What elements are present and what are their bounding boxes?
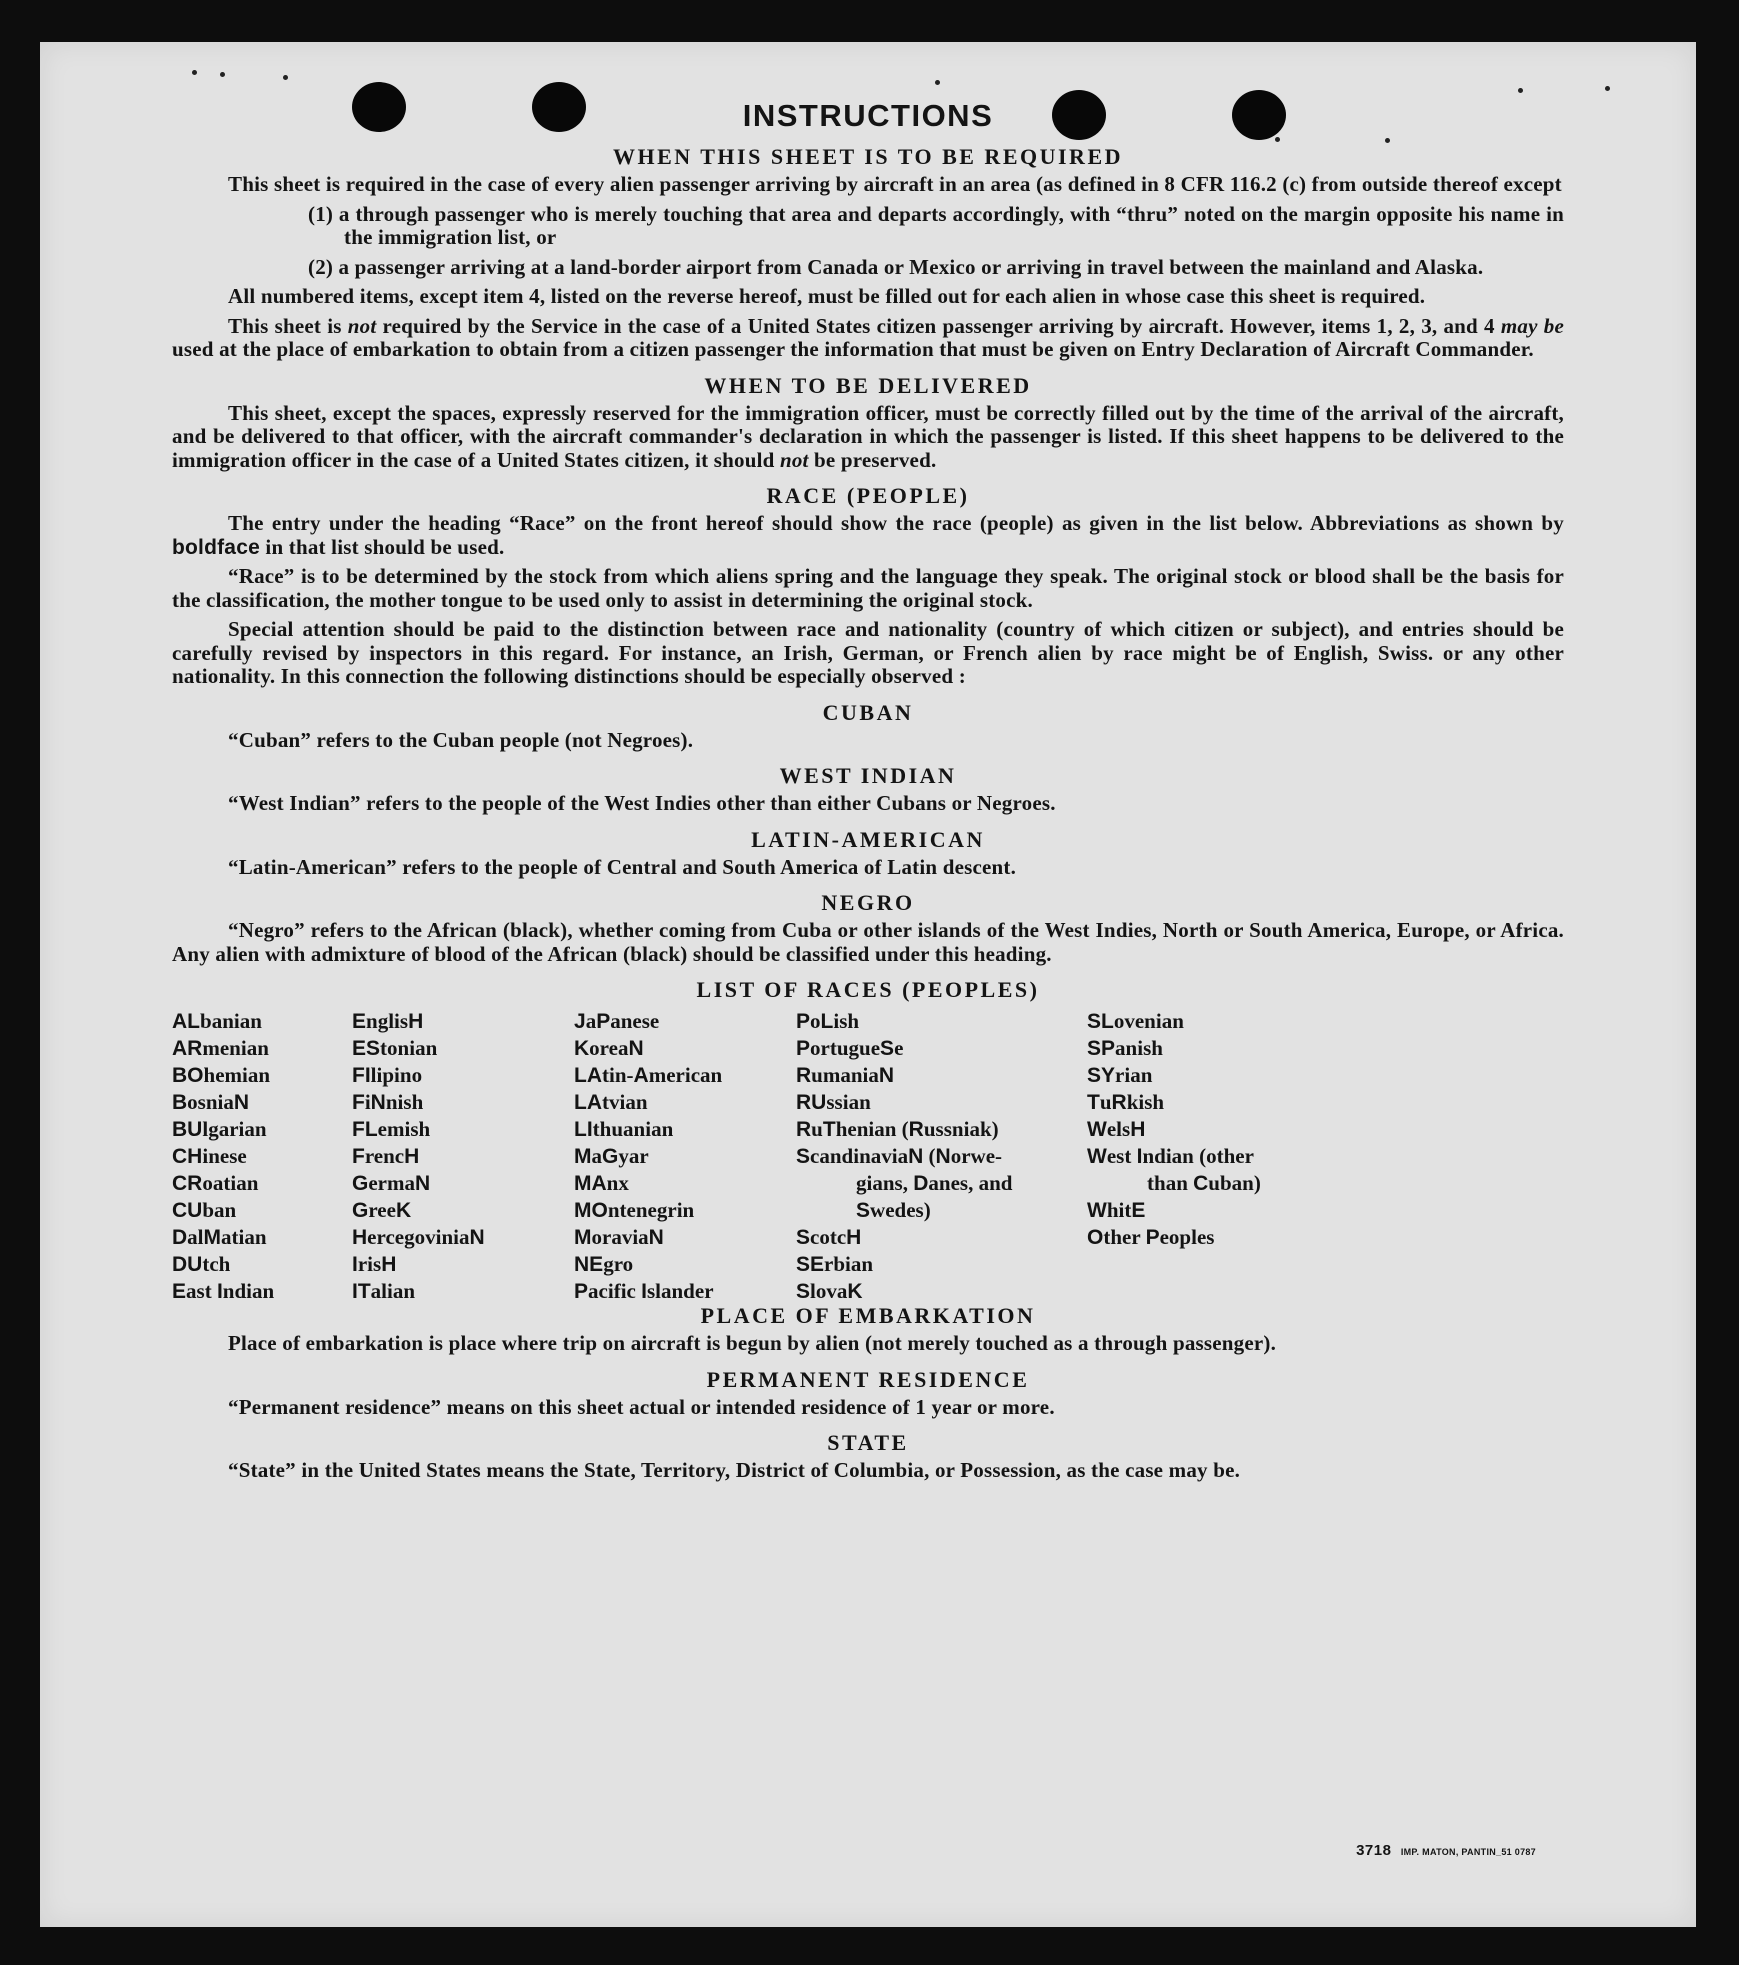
- paragraph: [172, 512, 1564, 559]
- definition-west-indian: “West Indian” refers to the people of the West Indies other than either Cubans or Negroes.: [228, 791, 1056, 815]
- emphasis: not: [347, 313, 377, 338]
- paragraph: All numbered items, except item 4, listed on the reverse hereof, must be filled out for each alien in whose case this sheet is required.: [228, 284, 1426, 308]
- race-entry: FLemish: [352, 1117, 431, 1141]
- heading-state: STATE: [827, 1430, 909, 1455]
- race-entry: ScandinaviaN (Norwe-: [796, 1144, 1003, 1168]
- race-entry: WelsH: [1087, 1117, 1146, 1141]
- race-entry: CUban: [172, 1198, 237, 1222]
- text-run: This sheet, except the spaces, expressly reserved for the immigration officer, must be correctly filled out by the time of the arrival of the aircraft, and be delivered to that officer, with the aircraft commander's declaration in which the passenger is listed. If this sheet happens to be delivered to the immigration officer in the case of a United States citizen, it should: [172, 400, 1564, 472]
- race-entry: GreeK: [352, 1198, 412, 1222]
- paragraph: “Race” is to be determined by the stock from which aliens spring and the language they speak. The original stock or blood shall be the basis for the classification, the mother tongue to be used only to assist in determining the original stock.: [172, 564, 1564, 612]
- race-entry: Other Peoples: [1087, 1225, 1215, 1249]
- heading-latin-american: LATIN-AMERICAN: [751, 826, 985, 852]
- paragraph: Special attention should be paid to the distinction between race and nationality (country of which citizen or subject), and entries should be carefully revised by inspectors in this regard. For instance, an Irish, German, or French alien by race might be of English, Swiss. or any other nationality. In this connection the following distinctions should be especially observed :: [172, 617, 1564, 688]
- race-entry: GermaN: [352, 1171, 431, 1195]
- heading-list-of-races: LIST OF RACES (PEOPLES): [696, 977, 1040, 1002]
- definition-cuban: “Cuban” refers to the Cuban people (not Negroes).: [228, 727, 694, 752]
- race-entry: PortugueSe: [796, 1036, 904, 1060]
- race-entry: East Indian: [172, 1279, 275, 1303]
- race-entry: SErbian: [796, 1252, 874, 1276]
- race-entry: CHinese: [172, 1144, 247, 1168]
- text-run: This sheet is: [228, 313, 348, 338]
- race-entry: IrisH: [352, 1252, 397, 1276]
- form-number: 3718: [1356, 1842, 1392, 1859]
- race-entry: EStonian: [352, 1036, 438, 1060]
- race-entry: ARmenian: [172, 1036, 269, 1060]
- race-entry: MoraviaN: [574, 1225, 664, 1249]
- race-entry: BUlgarian: [172, 1117, 267, 1141]
- race-entry: RumaniaN: [796, 1063, 895, 1087]
- heading-when-delivered: WHEN TO BE DELIVERED: [704, 372, 1032, 398]
- race-entry: ITalian: [352, 1279, 416, 1303]
- races-column: [796, 1008, 1012, 1305]
- race-entry: BOhemian: [172, 1063, 271, 1087]
- race-entry: HercegoviniaN: [352, 1225, 485, 1249]
- race-entry: CRoatian: [172, 1171, 259, 1195]
- heading-cuban: CUBAN: [822, 699, 914, 725]
- race-entry: Pacific Islander: [574, 1279, 714, 1303]
- text-run: The entry under the heading “Race” on the front hereof should show the race (people) as given in the list below. Abbreviations as shown by: [228, 511, 1564, 535]
- race-entry: KoreaN: [574, 1036, 644, 1060]
- paragraph: [172, 315, 1564, 362]
- race-entry: ALbanian: [172, 1009, 262, 1033]
- race-entry: FrencH: [352, 1144, 420, 1168]
- heading-west-indian: WEST INDIAN: [779, 763, 957, 788]
- text-run: required by the Service in the case of a United States citizen passenger arriving by aircraft. However, items 1, 2, 3, and 4: [376, 313, 1501, 338]
- races-column: [352, 1008, 485, 1305]
- speck: [1605, 86, 1610, 91]
- print-imprint: [1356, 1842, 1536, 1859]
- race-entry: SlovaK: [796, 1279, 863, 1303]
- race-entry: MOntenegrin: [574, 1198, 695, 1222]
- race-entry: WhitE: [1087, 1198, 1146, 1222]
- text-run: in that list should be used.: [259, 534, 505, 559]
- definition-state: “State” in the United States means the State, Territory, District of Columbia, or Possession, as the case may be.: [228, 1458, 1241, 1482]
- paragraph: This sheet is required in the case of every alien passenger arriving by aircraft in an area (as defined in 8 CFR 116.2 (c) from outside thereof except: [228, 172, 1562, 196]
- race-entry: PoLish: [796, 1009, 860, 1033]
- race-entry: LIthuanian: [574, 1117, 674, 1141]
- race-entry: DalMatian: [172, 1225, 267, 1249]
- race-entry: DUtch: [172, 1252, 231, 1276]
- race-entry: ScotcH: [796, 1225, 862, 1249]
- page-title: INSTRUCTIONS: [742, 98, 994, 133]
- race-entry: SYrian: [1087, 1063, 1153, 1087]
- definition-latin-american: “Latin-American” refers to the people of Central and South America of Latin descent.: [228, 854, 1017, 879]
- race-entry: MaGyar: [574, 1144, 649, 1168]
- race-entry: SPanish: [1087, 1036, 1163, 1060]
- races-column: [1087, 1008, 1261, 1251]
- speck: [1518, 88, 1523, 93]
- race-entry: FIlipino: [352, 1063, 423, 1087]
- race-entry: SLovenian: [1087, 1009, 1184, 1033]
- definition-residence: “Permanent residence” means on this sheet actual or intended residence of 1 year or more.: [228, 1394, 1055, 1419]
- exception-item-1: (1) a through passenger who is merely touching that area and departs accordingly, with “thru” noted on the margin opposite his name in the immigration list, or: [308, 201, 1564, 249]
- document-sheet: [40, 42, 1696, 1927]
- heading-race: RACE (PEOPLE): [766, 483, 970, 508]
- race-entry: RUssian: [796, 1090, 871, 1114]
- text-run: be preserved.: [808, 447, 937, 472]
- exception-item-2: (2) a passenger arriving at a land-border airport from Canada or Mexico or arriving in travel between the mainland and Alaska.: [308, 254, 1484, 279]
- races-column: [574, 1008, 722, 1305]
- race-entry: TuRkish: [1087, 1090, 1165, 1114]
- emphasis: not: [779, 447, 809, 472]
- race-entry: Swedes): [856, 1198, 931, 1222]
- text-run: used at the place of embarkation to obtain from a citizen passenger the information that must be given on Entry Declaration of Aircraft Commander.: [172, 337, 1534, 361]
- race-entry: West Indian (other: [1087, 1144, 1254, 1168]
- races-column: [172, 1008, 274, 1305]
- race-entry: LAtin-American: [574, 1063, 723, 1087]
- paragraph: [172, 402, 1564, 473]
- heading-permanent-residence: PERMANENT RESIDENCE: [706, 1366, 1030, 1392]
- heading-negro: NEGRO: [821, 890, 915, 915]
- speck: [192, 70, 197, 75]
- emphasis: may be: [1500, 313, 1564, 338]
- definition-embarkation: Place of embarkation is place where trip on aircraft is begun by alien (not merely touched as a through passenger).: [228, 1331, 1277, 1355]
- races-list: [172, 1008, 1564, 1303]
- definition-negro: “Negro” refers to the African (black), whether coming from Cuba or other islands of the West Indies, North or South America, Europe, or Africa. Any alien with admixture of blood of the African (black) should be classified under this heading.: [172, 918, 1564, 966]
- race-entry: LAtvian: [574, 1090, 648, 1114]
- speck: [220, 72, 225, 77]
- race-entry: gians, Danes, and: [856, 1171, 1013, 1195]
- race-entry: than Cuban): [1147, 1171, 1261, 1195]
- printer-name: IMP. MATON, PANTIN_51 0787: [1400, 1847, 1536, 1857]
- race-entry: RuThenian (Russniak): [796, 1117, 999, 1141]
- heading-when-required: WHEN THIS SHEET IS TO BE REQUIRED: [612, 144, 1124, 169]
- race-entry: EnglisH: [352, 1009, 424, 1033]
- speck: [935, 80, 940, 85]
- boldface-word: boldface: [172, 535, 260, 559]
- race-entry: MAnx: [574, 1171, 629, 1195]
- race-entry: BosniaN: [172, 1090, 250, 1114]
- heading-embarkation: PLACE OF EMBARKATION: [700, 1303, 1036, 1328]
- race-entry: NEgro: [574, 1252, 634, 1276]
- race-entry: JaPanese: [574, 1009, 660, 1033]
- instructions-content: [172, 97, 1564, 1489]
- speck: [283, 75, 288, 80]
- race-entry: FiNnish: [352, 1090, 424, 1114]
